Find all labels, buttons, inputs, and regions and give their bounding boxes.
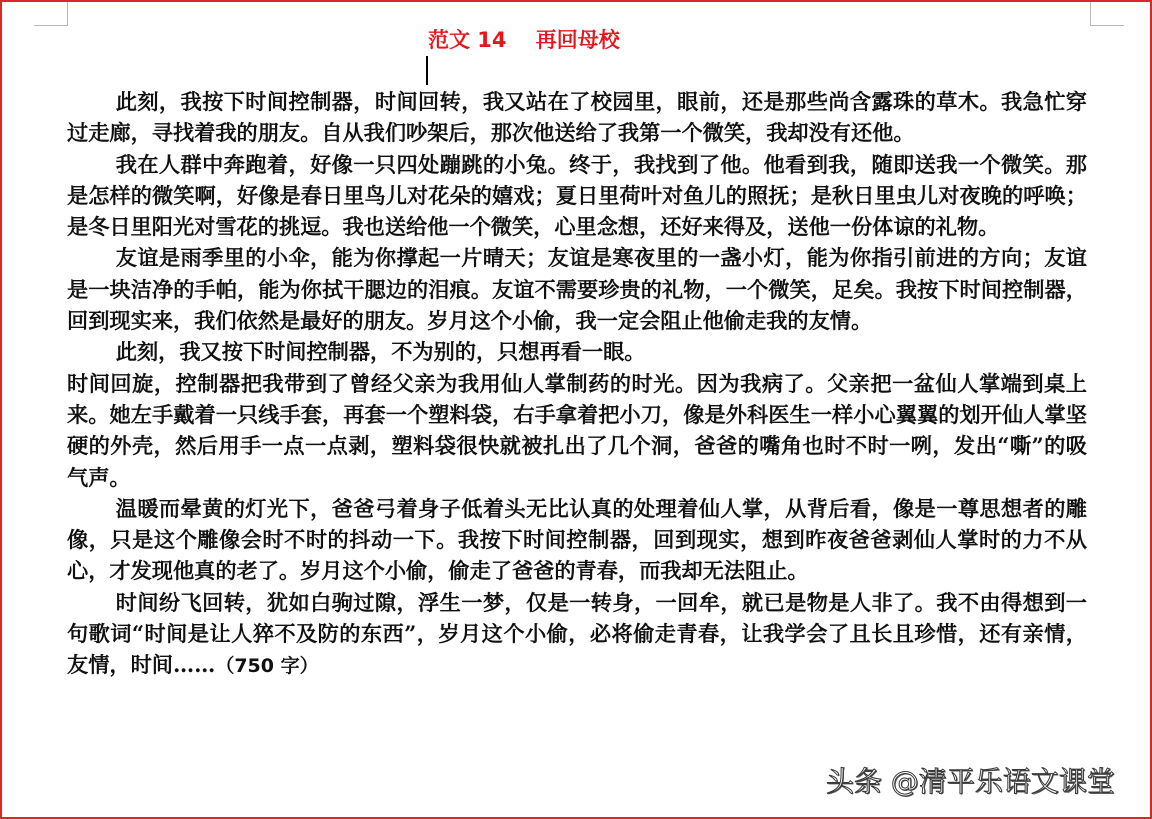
document-body[interactable]: [67, 86, 1087, 683]
document-title: 范文 14 再回母校: [428, 28, 620, 52]
paragraph: 时间回旋，控制器把我带到了曾经父亲为我用仙人掌制药的时光。因为我病了。父亲把一盆仙人掌端到桌上来。她左手戴着一只线手套，再套一个塑料袋，右手拿着把小刀，像是外科医生一样小心翼翼的划开仙人掌坚硬的外壳，然后用手一点一点剥，塑料袋很快就被扎出了几个洞，爸爸的嘴角也时不时一咧，发出“嘶”的吸气声。: [67, 370, 1087, 490]
paragraph: 我在人群中奔跑着，好像一只四处蹦跳的小兔。终于，我找到了他。他看到我，随即送我一个微笑。那是怎样的微笑啊，好像是春日里鸟儿对花朵的嬉戏；夏日里荷叶对鱼儿的照抚；是秋日里虫儿对夜晚的呼唤；是冬日里阳光对雪花的挑逗。我也送给他一个微笑，心里念想，还好来得及，送他一份体谅的礼物。: [67, 151, 1087, 240]
paragraph: 此刻，我按下时间控制器，时间回转，我又站在了校园里，眼前，还是那些尚含露珠的草木。我急忙穿过走廊，寻找着我的朋友。自从我们吵架后，那次他送给了我第一个微笑，我却没有还他。: [67, 89, 1087, 146]
paragraph: 温暖而晕黄的灯光下，爸爸弓着身子低着头无比认真的处理着仙人掌，从背后看，像是一尊思想者的雕像，只是这个雕像会时不时的抖动一下。我按下时间控制器，回到现实，想到昨夜爸爸剥仙人掌时的力不从心，才发现他真的老了。岁月这个小偷，偷走了爸爸的青春，而我却无法阻止。: [67, 495, 1087, 584]
paragraph: 此刻，我又按下时间控制器，不为别的，只想再看一眼。: [115, 339, 646, 365]
crop-mark-top-right: [1090, 2, 1124, 26]
text-cursor: [426, 56, 428, 85]
paragraph-text: 时间纷飞回转，犹如白驹过隙，浮生一梦，仅是一转身，一回牟，就已是物是人非了。我不由得想到一句歌词“时间是让人猝不及防的东西”，岁月这个小偷，必将偷走青春，让我学会了且长且珍惜，还有亲情，友情，时间……: [67, 589, 1087, 678]
paragraph: 友谊是雨季里的小伞，能为你撑起一片晴天；友谊是寒夜里的一盏小灯，能为你指引前进的方向；友谊是一块洁净的手帕，能为你拭干腮边的泪痕。友谊不需要珍贵的礼物，一个微笑，足矣。我按下时间控制器，回到现实来，我们依然是最好的朋友。岁月这个小偷，我一定会阻止他偷走我的友情。: [67, 245, 1087, 334]
crop-mark-top-left: [34, 2, 68, 26]
paragraph-last: [67, 587, 1087, 683]
watermark: 头条 @清平乐语文课堂: [826, 765, 1115, 798]
word-count: （750 字）: [215, 655, 319, 678]
